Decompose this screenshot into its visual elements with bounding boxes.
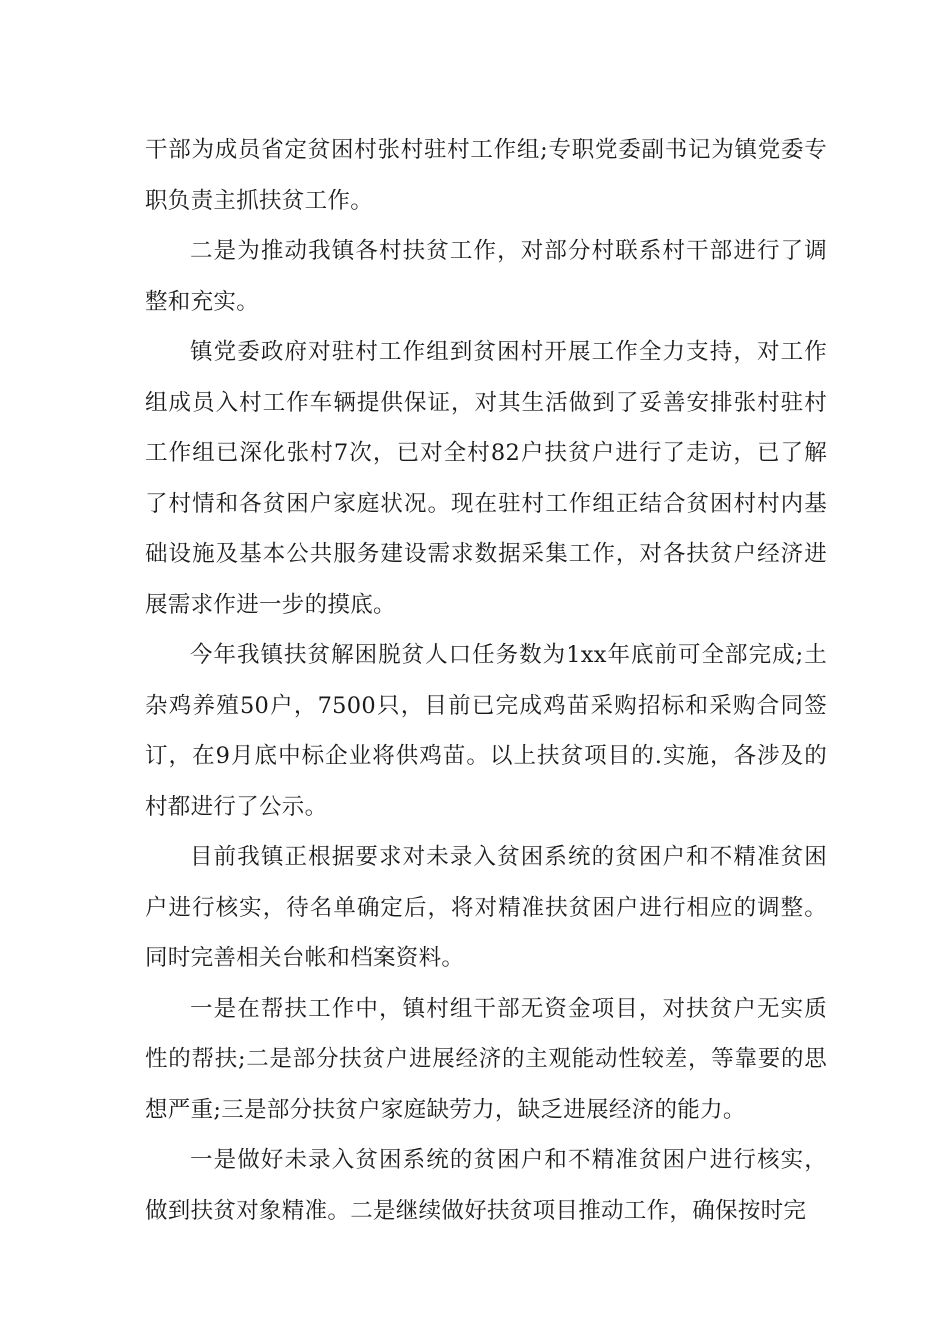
paragraph-2: 二是为推动我镇各村扶贫工作，对部分村联系村干部进行了调整和充实。 xyxy=(145,238,827,315)
paragraph-6: 一是在帮扶工作中，镇村组干部无资金项目，对扶贫户无实质性的帮扶;二是部分扶贫户进展经济的主观能动性较差，等靠要的思想严重;三是部分扶贫户家庭缺劳力，缺乏进展经济的能力。 xyxy=(145,995,827,1123)
paragraph-3: 镇党委政府对驻村工作组到贫困村开展工作全力支持，对工作组成员入村工作车辆提供保证，对其生活做到了妥善安排张村驻村工作组已深化张村7次，已对全村82户扶贫户进行了走访，已了解了村情和各贫困户家庭状况。现在驻村工作组正结合贫困村村内基础设施及基本公共服务建设需求数据采集工作，对各扶贫户经济进展需求作进一步的摸底。 xyxy=(145,339,827,618)
paragraph-1: 干部为成员省定贫困村张村驻村工作组;专职党委副书记为镇党委专职负责主抓扶贫工作。 xyxy=(145,137,827,214)
paragraph-7: 一是做好未录入贫困系统的贫困户和不精准贫困户进行核实，做到扶贫对象精准。二是继续做好扶贫项目推动工作，确保按时完 xyxy=(145,1147,827,1224)
document-body xyxy=(145,125,827,1236)
paragraph-5: 目前我镇正根据要求对未录入贫困系统的贫困户和不精准贫困户进行核实，待名单确定后，将对精准扶贫困户进行相应的调整。同时完善相关台帐和档案资料。 xyxy=(145,844,827,971)
paragraph-4: 今年我镇扶贫解困脱贫人口任务数为1xx年底前可全部完成;土杂鸡养殖50户，7500只，目前已完成鸡苗采购招标和采购合同签订，在9月底中标企业将供鸡苗。以上扶贫项目的.实施，各涉及的村都进行了公示。 xyxy=(145,642,827,820)
